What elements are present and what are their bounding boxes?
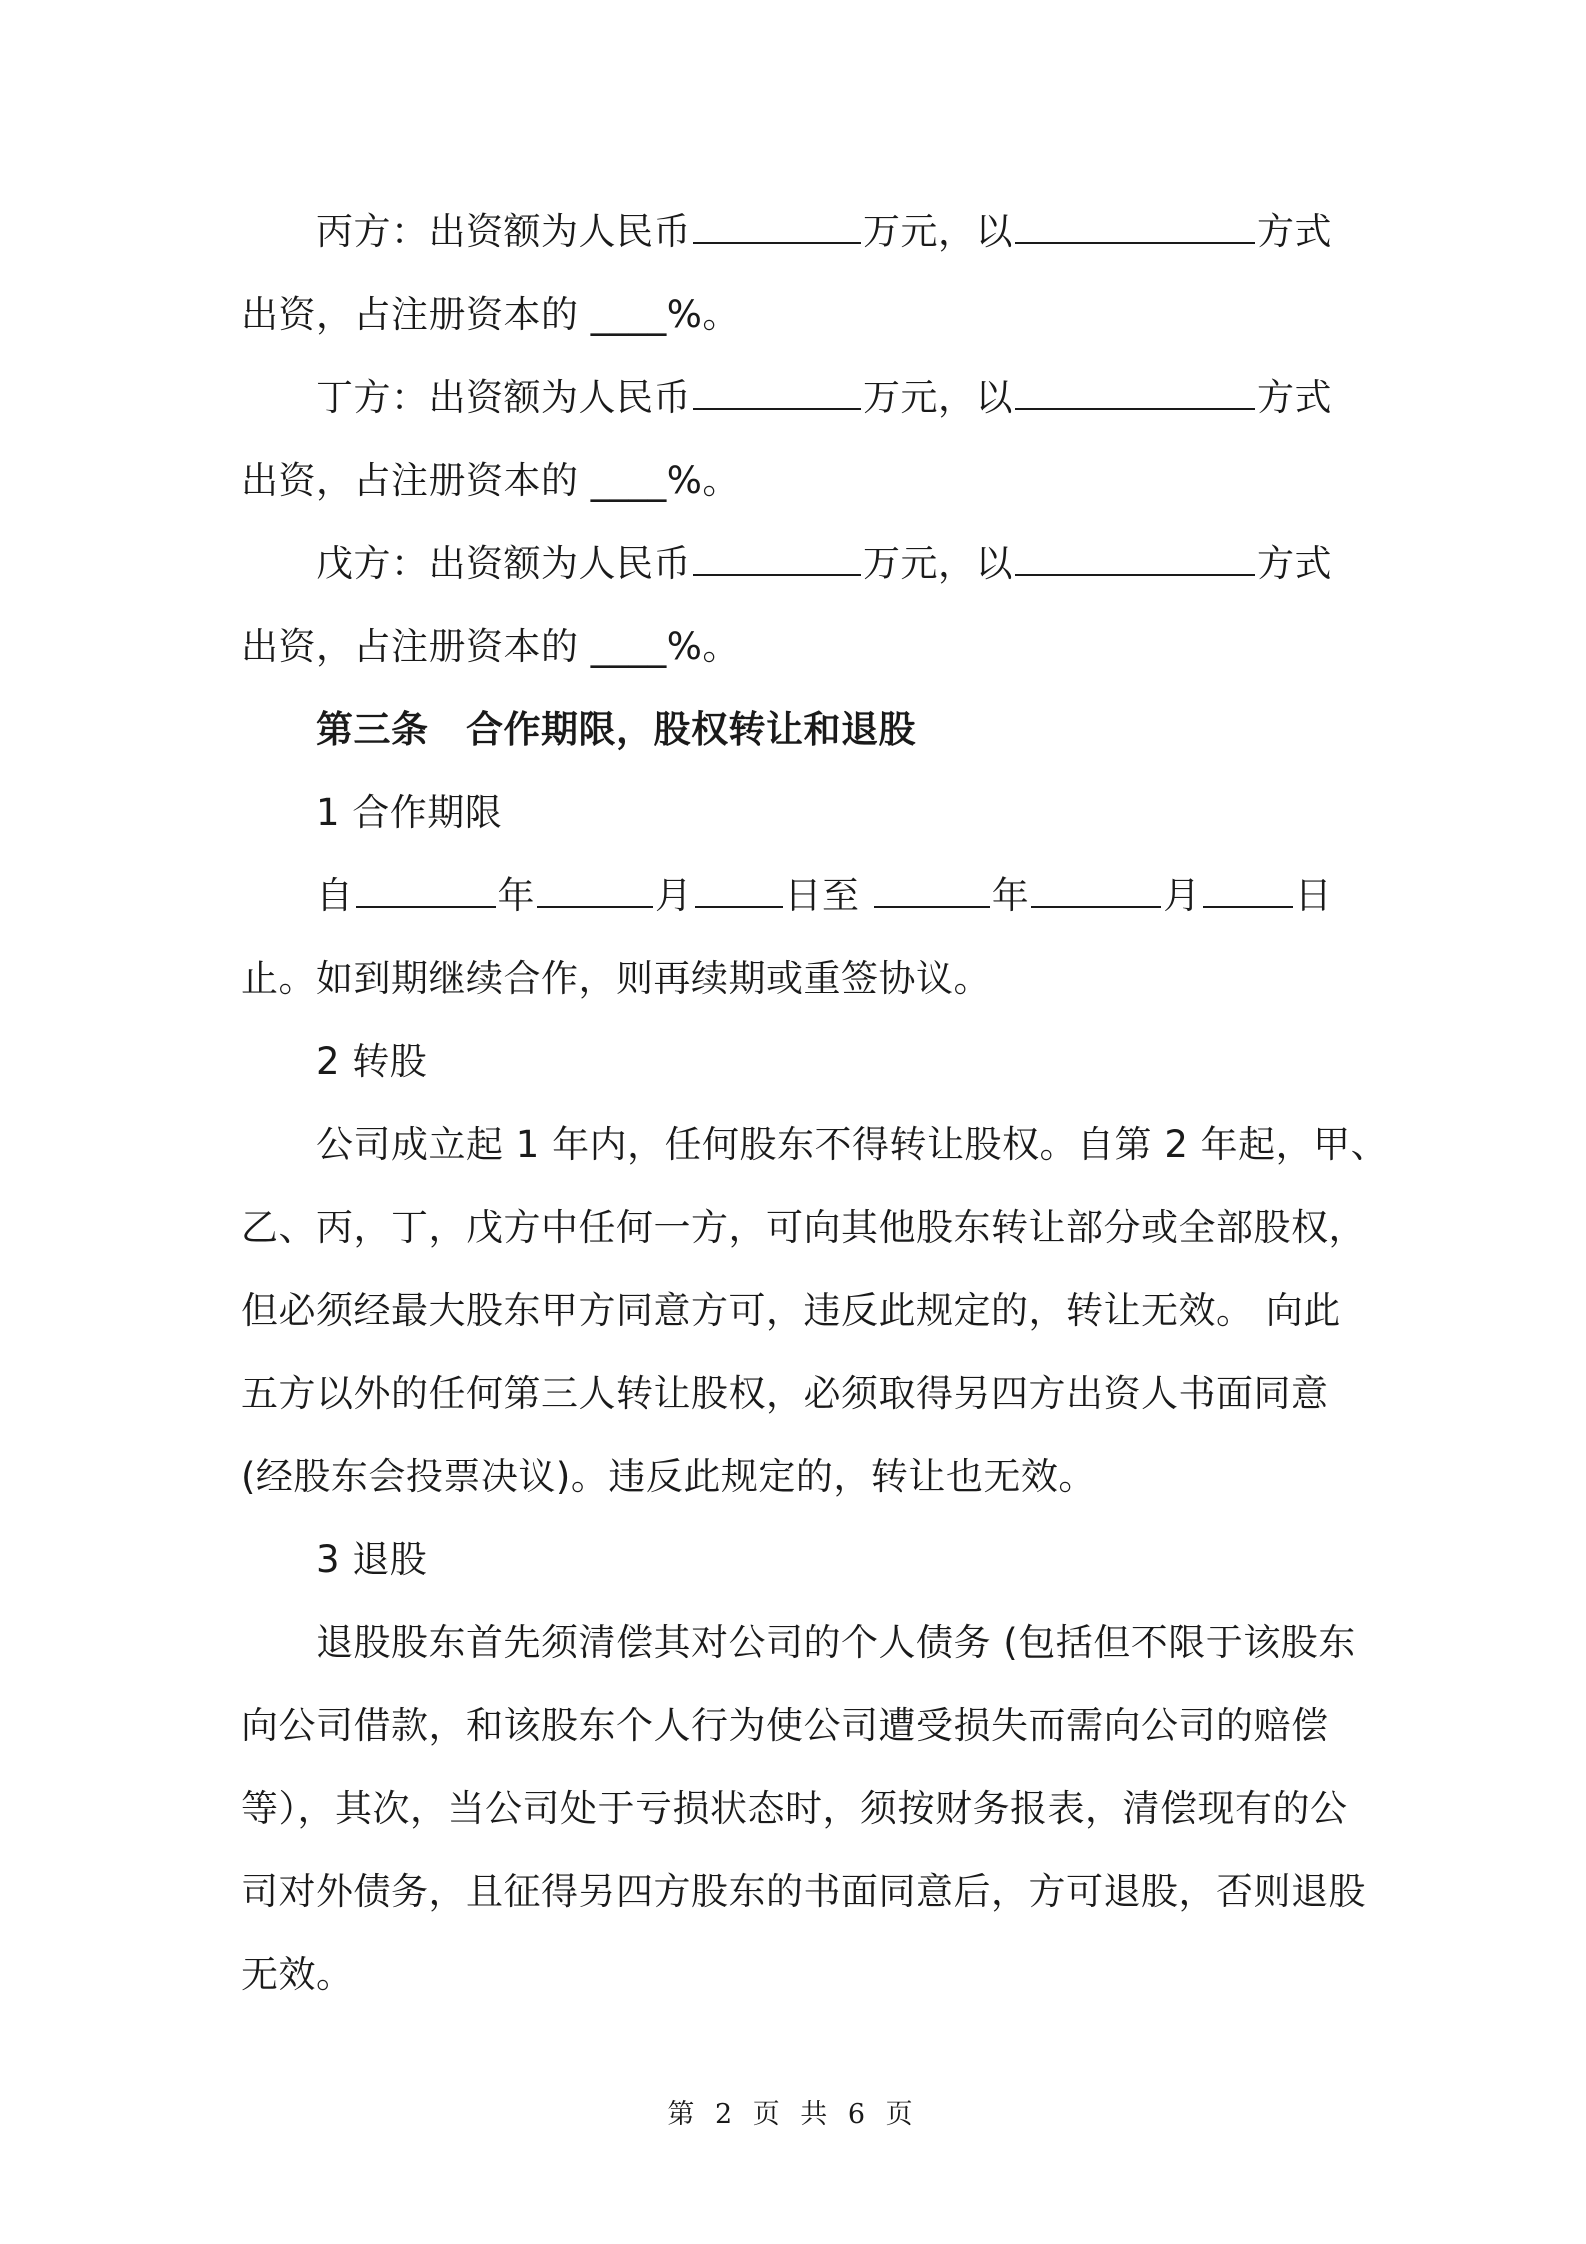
bing-contribution-line xyxy=(241,190,1359,273)
withdraw-paragraph-line: 等），其次，当公司处于亏损状态时，须按财务报表，清偿现有的公 xyxy=(241,1787,1348,1830)
bing-share-line: 出资，占注册资本的 ____%。 xyxy=(241,293,740,336)
wu-share-line: 出资，占注册资本的 ____%。 xyxy=(241,625,740,668)
method-blank xyxy=(1015,378,1255,410)
period-yue-2: 月 xyxy=(1163,874,1201,917)
start-month-blank xyxy=(537,876,653,908)
withdraw-paragraph-line: 向公司借款，和该股东个人行为使公司遭受损失而需向公司的赔偿 xyxy=(241,1704,1329,1747)
ding-text-c: 方式 xyxy=(1257,376,1332,419)
bing-text-a: 丙方：出资额为人民币 xyxy=(316,210,691,253)
method-blank xyxy=(1015,544,1255,576)
wu-text-b: 万元，以 xyxy=(863,542,1013,585)
wu-text-a: 戊方：出资额为人民币 xyxy=(316,542,691,585)
bing-text-c: 方式 xyxy=(1257,210,1332,253)
withdraw-paragraph-line: 司对外债务，且征得另四方股东的书面同意后，方可退股，否则退股 xyxy=(241,1870,1366,1913)
wu-contribution-line xyxy=(241,522,1359,605)
period-nian-2: 年 xyxy=(991,874,1030,917)
period-ri-2: 日 xyxy=(1294,874,1333,917)
article-3-heading: 第三条 合作期限，股权转让和退股 xyxy=(316,708,916,751)
transfer-paragraph-line: 但必须经最大股东甲方同意方可，违反此规定的，转让无效。 向此 xyxy=(241,1289,1341,1332)
withdraw-paragraph-line: 退股股东首先须清偿其对公司的个人债务 (包括但不限于该股东 xyxy=(316,1621,1356,1664)
amount-blank xyxy=(693,544,861,576)
transfer-paragraph-line: 五方以外的任何第三人转让股权，必须取得另四方出资人书面同意 xyxy=(241,1372,1329,1415)
end-year-blank xyxy=(874,876,990,908)
start-year-blank xyxy=(356,876,496,908)
transfer-paragraph-line: 乙、丙，丁，戊方中任何一方，可向其他股东转让部分或全部股权， xyxy=(241,1206,1366,1249)
section-2-title: 2 转股 xyxy=(316,1040,428,1083)
period-nian-1: 年 xyxy=(497,874,535,917)
ding-contribution-line xyxy=(241,356,1359,439)
cooperation-period-line xyxy=(241,854,1359,937)
ding-share-line: 出资，占注册资本的 ____%。 xyxy=(241,459,740,502)
wu-text-c: 方式 xyxy=(1257,542,1332,585)
withdraw-paragraph-line: 无效。 xyxy=(241,1953,354,1996)
period-yue-1: 月 xyxy=(655,874,693,917)
section-3-title: 3 退股 xyxy=(316,1538,428,1581)
document-body xyxy=(241,190,1389,2016)
amount-blank xyxy=(693,378,861,410)
section-1-title: 1 合作期限 xyxy=(316,791,503,834)
cooperation-period-line-2: 止。如到期继续合作，则再续期或重签协议。 xyxy=(241,957,991,1000)
transfer-paragraph-line: 公司成立起 1 年内，任何股东不得转让股权。自第 2 年起，甲、 xyxy=(316,1123,1389,1166)
end-month-blank xyxy=(1031,876,1161,908)
period-ri-zhi: 日至 xyxy=(784,874,860,917)
end-day-blank xyxy=(1203,876,1293,908)
start-day-blank xyxy=(695,876,783,908)
amount-blank xyxy=(693,212,861,244)
ding-text-a: 丁方：出资额为人民币 xyxy=(316,376,691,419)
bing-text-b: 万元，以 xyxy=(863,210,1013,253)
page-number-footer: 第 2 页 共 6 页 xyxy=(667,2099,919,2130)
method-blank xyxy=(1015,212,1255,244)
period-zi: 自 xyxy=(316,874,354,917)
transfer-paragraph-line: (经股东会投票决议)。违反此规定的，转让也无效。 xyxy=(241,1455,1096,1498)
ding-text-b: 万元，以 xyxy=(863,376,1013,419)
